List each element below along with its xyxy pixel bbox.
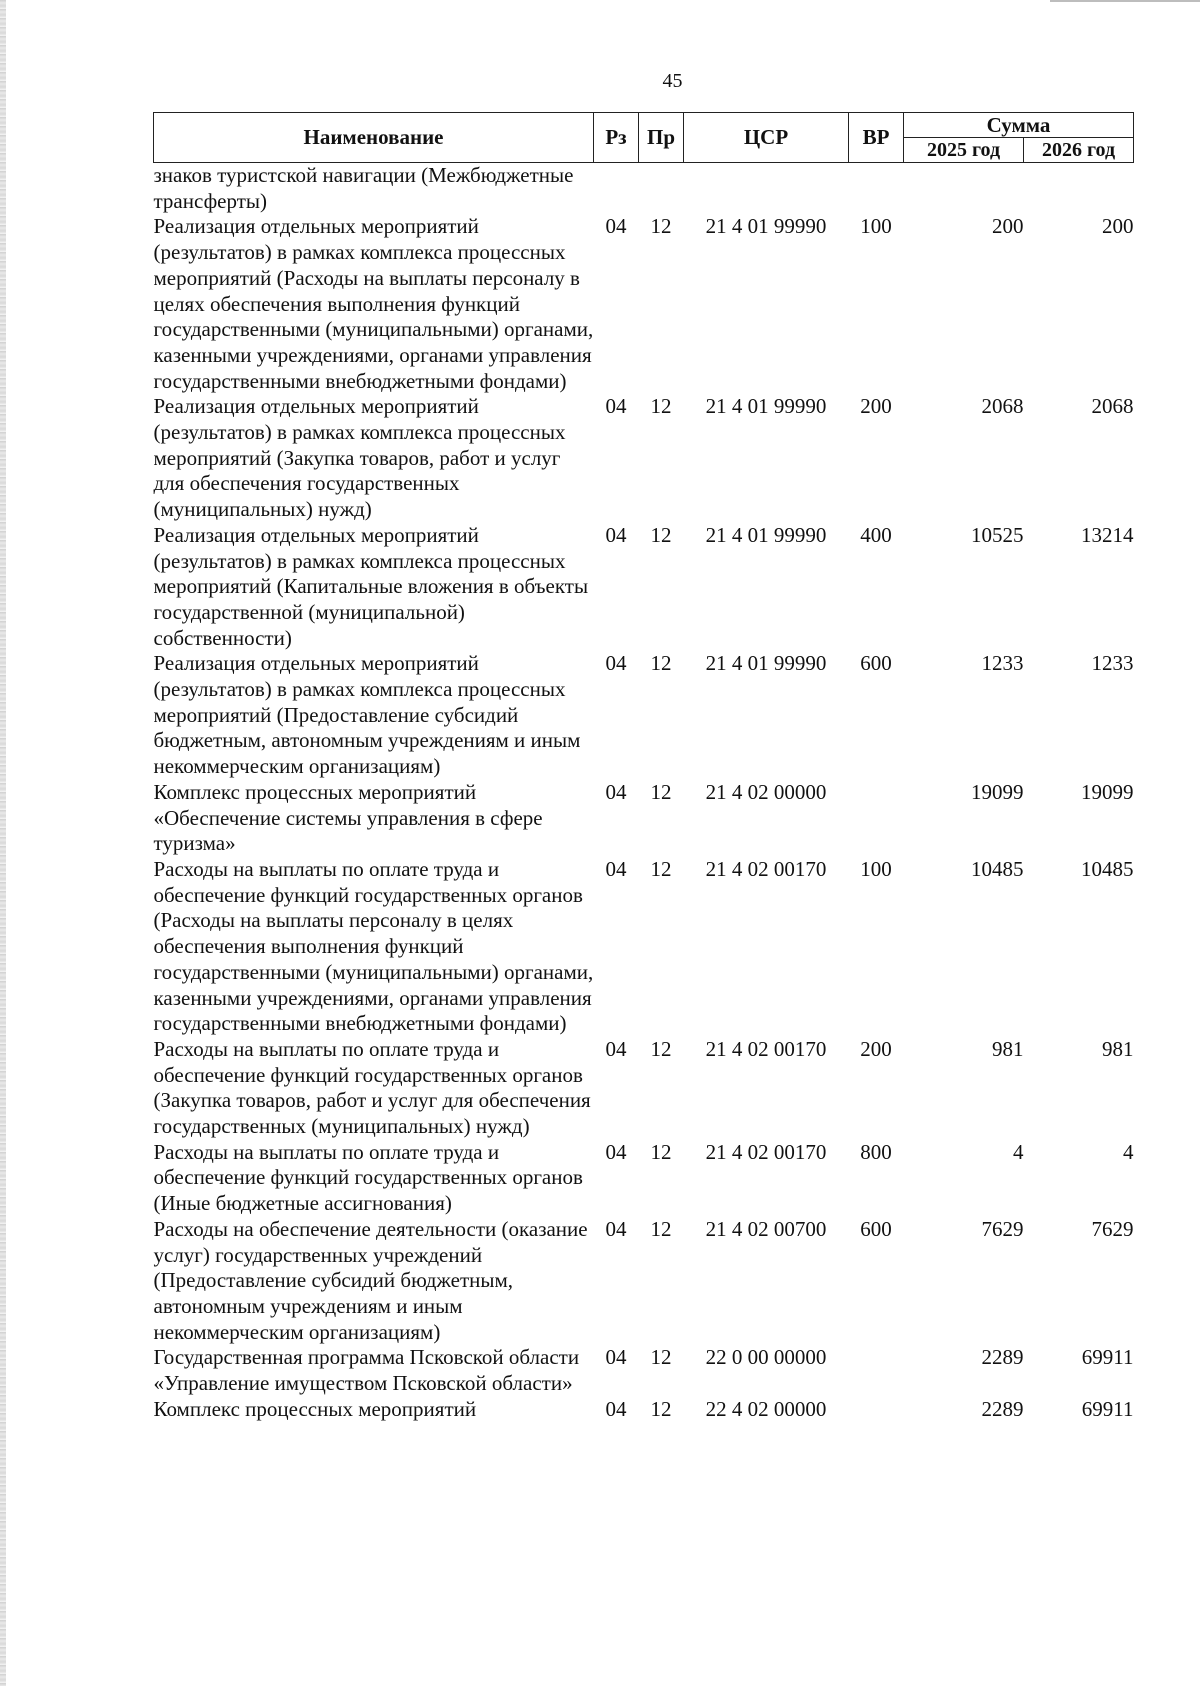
row-sum-2025: 200 xyxy=(992,214,1024,239)
row-rz: 04 xyxy=(605,394,627,419)
row-vr: 100 xyxy=(860,856,892,881)
row-sum-2026: 1233 xyxy=(1091,651,1134,676)
row-rz: 04 xyxy=(605,1036,627,1061)
row-pr: 12 xyxy=(650,651,672,676)
row-name: Комплекс процессных мероприятий xyxy=(153,1396,477,1421)
row-sum-2025: 19099 xyxy=(971,779,1024,804)
row-csr: 21 4 02 00170 xyxy=(705,1139,827,1164)
row-sum-2025: 4 xyxy=(1013,1139,1024,1164)
row-rz: 04 xyxy=(605,1396,627,1421)
table-row xyxy=(154,1140,1134,1217)
row-sum-2026: 69911 xyxy=(1081,1396,1134,1421)
row-name: Расходы на выплаты по оплате труда и обеспечение функций государственных органов (Расходы на выплаты персоналу в целях обеспечения выполнения функций государственными (муниципальными) органами, казенными учреждениями, органами управления государственными внебюджетными фондами) xyxy=(153,856,594,1036)
table-row xyxy=(154,523,1134,652)
row-sum-2026: 13214 xyxy=(1081,522,1134,547)
page-number: 45 xyxy=(662,70,683,92)
table-row xyxy=(154,1345,1134,1396)
row-rz xyxy=(594,163,639,215)
row-sum-2026: 19099 xyxy=(1081,779,1134,804)
row-sum-2026: 7629 xyxy=(1091,1216,1134,1241)
row-sum-2025: 2289 xyxy=(981,1345,1024,1370)
table-header xyxy=(154,113,1134,163)
table-row xyxy=(154,1037,1134,1140)
table-row xyxy=(154,394,1134,523)
row-pr: 12 xyxy=(650,1216,672,1241)
row-pr: 12 xyxy=(650,1345,672,1370)
row-rz: 04 xyxy=(605,1216,627,1241)
row-vr: 200 xyxy=(860,1036,892,1061)
table-row xyxy=(154,214,1134,394)
row-rz: 04 xyxy=(605,1345,627,1370)
row-csr: 21 4 02 00000 xyxy=(705,779,827,804)
row-vr xyxy=(849,1345,904,1396)
row-sum-2025: 981 xyxy=(992,1036,1024,1061)
row-vr: 600 xyxy=(860,1216,892,1241)
row-name: Реализация отдельных мероприятий (результатов) в рамках комплекса процессных мероприятий (Капитальные вложения в объекты государственной (муниципальной) собственности) xyxy=(153,522,589,650)
row-pr: 12 xyxy=(650,779,672,804)
row-name: Реализация отдельных мероприятий (результатов) в рамках комплекса процессных мероприятий (Предоставление субсидий бюджетным, автономным учреждениям и иным некоммерческим организациям) xyxy=(153,651,581,779)
row-csr: 21 4 01 99990 xyxy=(705,651,827,676)
header-csr: ЦСР xyxy=(684,113,849,163)
row-csr: 22 4 02 00000 xyxy=(705,1396,827,1421)
table-body xyxy=(154,163,1134,1423)
row-name: Расходы на выплаты по оплате труда и обеспечение функций государственных органов (Закупка товаров, работ и услуг для обеспечения государственных (муниципальных) нужд) xyxy=(153,1036,591,1139)
row-rz: 04 xyxy=(605,522,627,547)
row-name: Государственная программа Псковской области «Управление имуществом Псковской области» xyxy=(153,1345,580,1396)
row-rz: 04 xyxy=(605,1139,627,1164)
row-vr: 100 xyxy=(860,214,892,239)
row-vr: 600 xyxy=(860,651,892,676)
row-sum-2025: 2068 xyxy=(981,394,1024,419)
row-vr: 200 xyxy=(860,394,892,419)
scan-mark xyxy=(1050,0,1200,2)
row-csr: 21 4 02 00170 xyxy=(705,856,827,881)
row-name: знаков туристской навигации (Межбюджетные трансферты) xyxy=(153,163,574,213)
row-name: Комплекс процессных мероприятий «Обеспечение системы управления в сфере туризма» xyxy=(153,779,543,856)
header-name: Наименование xyxy=(154,113,594,163)
row-sum-2026 xyxy=(1024,163,1134,215)
row-csr: 21 4 02 00700 xyxy=(705,1216,827,1241)
row-sum-2025 xyxy=(904,163,1024,215)
row-pr xyxy=(639,163,684,215)
row-sum-2026: 200 xyxy=(1102,214,1134,239)
table-row xyxy=(154,651,1134,780)
row-sum-2026: 981 xyxy=(1102,1036,1134,1061)
row-name: Расходы на обеспечение деятельности (оказание услуг) государственных учреждений (Предоставление субсидий бюджетным, автономным учреждениям и иным некоммерческим организациям) xyxy=(153,1216,588,1344)
row-name: Реализация отдельных мероприятий (результатов) в рамках комплекса процессных мероприятий (Расходы на выплаты персоналу в целях обеспечения выполнения функций государственными (муниципальными) органами, казенными учреждениями, органами управления государственными внебюджетными фондами) xyxy=(153,214,594,393)
table-row xyxy=(154,780,1134,857)
row-sum-2026: 4 xyxy=(1123,1139,1134,1164)
row-csr: 21 4 02 00170 xyxy=(705,1036,827,1061)
row-sum-2025: 2289 xyxy=(981,1396,1024,1421)
row-csr xyxy=(684,163,849,215)
row-csr: 21 4 01 99990 xyxy=(705,214,827,239)
scan-edge xyxy=(0,0,6,1686)
row-csr: 22 0 00 00000 xyxy=(705,1345,827,1370)
row-pr: 12 xyxy=(650,1396,672,1421)
row-pr: 12 xyxy=(650,1036,672,1061)
table-row xyxy=(154,1217,1134,1346)
header-pr: Пр xyxy=(639,113,684,163)
row-vr xyxy=(849,163,904,215)
row-rz: 04 xyxy=(605,651,627,676)
header-rz: Рз xyxy=(594,113,639,163)
row-vr xyxy=(849,780,904,857)
row-csr: 21 4 01 99990 xyxy=(705,394,827,419)
row-name: Расходы на выплаты по оплате труда и обеспечение функций государственных органов (Иные бюджетные ассигнования) xyxy=(153,1139,583,1216)
row-vr: 800 xyxy=(860,1139,892,1164)
row-csr: 21 4 01 99990 xyxy=(705,522,827,547)
header-year-2026: 2026 год xyxy=(1024,138,1134,163)
row-sum-2026: 10485 xyxy=(1081,856,1134,881)
header-vr: ВР xyxy=(849,113,904,163)
row-sum-2026: 2068 xyxy=(1091,394,1134,419)
row-sum-2025: 7629 xyxy=(981,1216,1024,1241)
row-rz: 04 xyxy=(605,214,627,239)
row-sum-2025: 10485 xyxy=(971,856,1024,881)
row-name: Реализация отдельных мероприятий (результатов) в рамках комплекса процессных мероприятий (Закупка товаров, работ и услуг для обеспечения государственных (муниципальных) нужд) xyxy=(153,394,566,522)
row-rz: 04 xyxy=(605,779,627,804)
row-sum-2025: 10525 xyxy=(971,522,1024,547)
row-pr: 12 xyxy=(650,394,672,419)
table-row xyxy=(154,163,1134,215)
row-pr: 12 xyxy=(650,522,672,547)
row-rz: 04 xyxy=(605,856,627,881)
budget-table xyxy=(153,112,1134,1422)
row-sum-2026: 69911 xyxy=(1081,1345,1134,1370)
row-pr: 12 xyxy=(650,214,672,239)
row-vr xyxy=(849,1397,904,1423)
row-vr: 400 xyxy=(860,522,892,547)
header-year-2025: 2025 год xyxy=(904,138,1024,163)
row-pr: 12 xyxy=(650,1139,672,1164)
table-row xyxy=(154,1397,1134,1423)
table-row xyxy=(154,857,1134,1037)
row-sum-2025: 1233 xyxy=(981,651,1024,676)
row-pr: 12 xyxy=(650,856,672,881)
header-sum: Сумма xyxy=(904,113,1134,138)
